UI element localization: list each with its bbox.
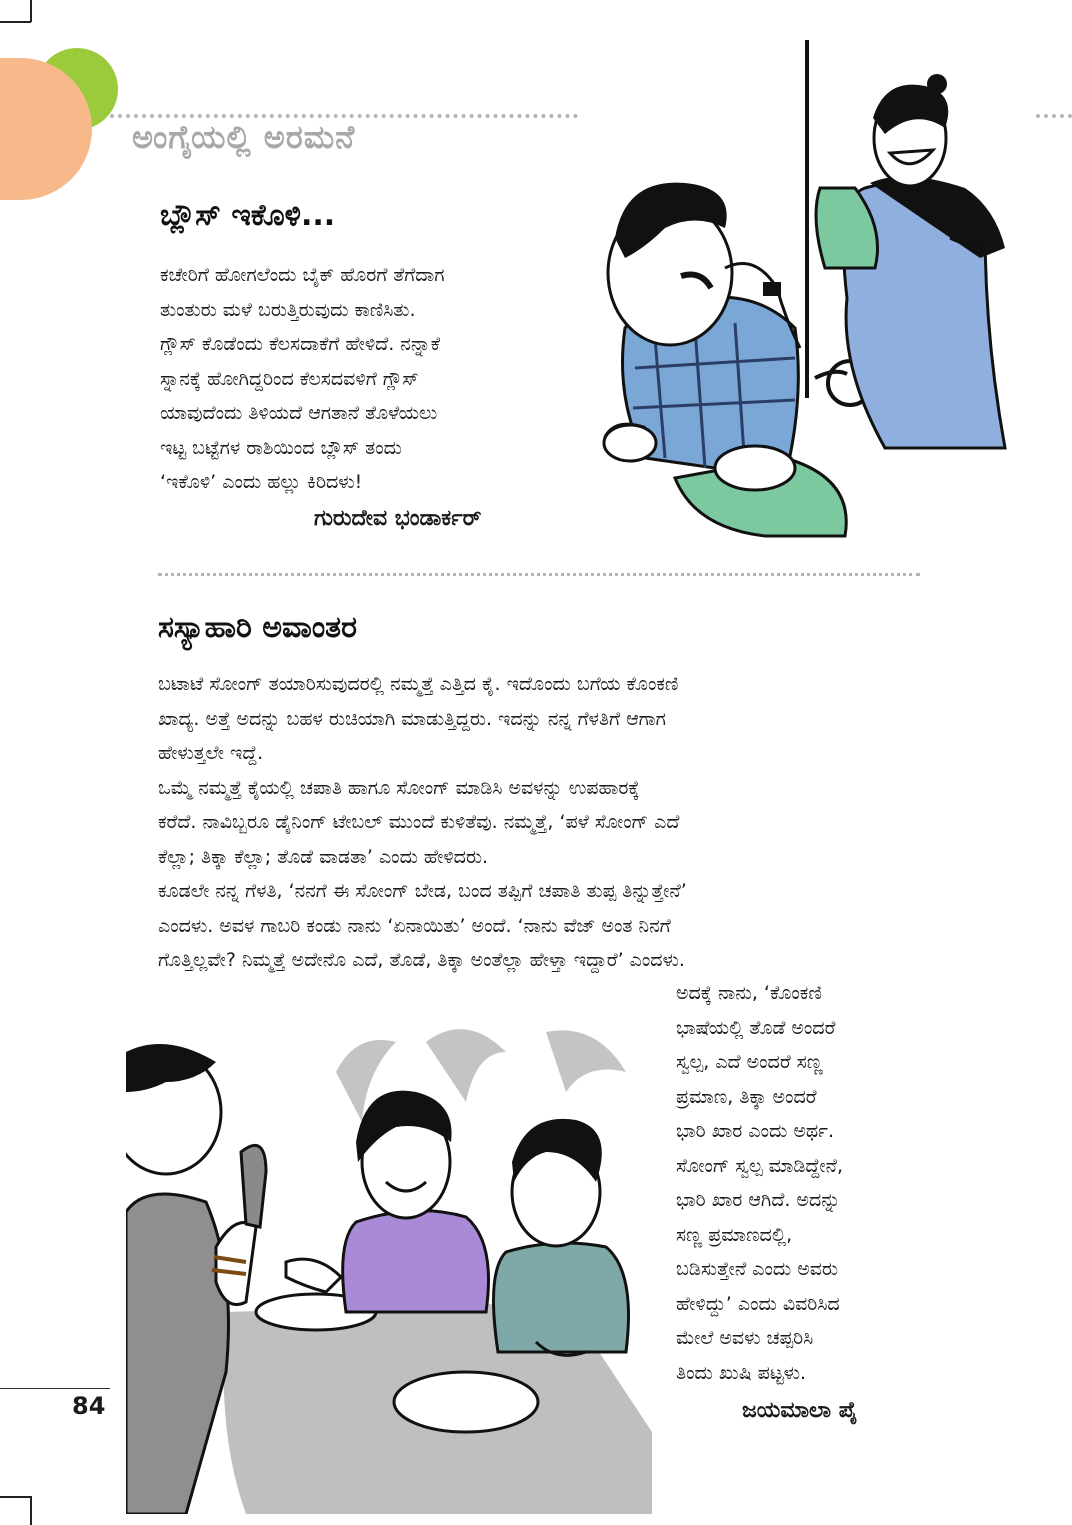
story2-side-line: ಸಣ್ಣ ಪ್ರಮಾಣದಲ್ಲಿ, xyxy=(676,1223,793,1246)
story2-side-line: ಮೇಲೆ ಅವಳು ಚಪ್ಪರಿಸಿ xyxy=(676,1327,814,1349)
story2-side-line: ಬಡಿಸುತ್ತೇನೆ ಎಂದು ಅವರು xyxy=(676,1258,839,1280)
story1-line: ಗ್ಲೌಸ್ ಕೊಡೆಂದು ಕೆಲಸದಾಕೆಗೆ ಹೇಳಿದೆ. ನನ್ನಾಕೆ xyxy=(160,333,441,355)
illustration-dining-cartoon xyxy=(126,1012,652,1514)
story2-line: ಬಟಾಟೆ ಸೋಂಗ್ ತಯಾರಿಸುವುದರಲ್ಲಿ ನಮ್ಮತ್ತೆ ಎತ್ತಿದ ಕೈ. ಇದೊಂದು ಬಗೆಯ ಕೊಂಕಣಿ xyxy=(158,673,679,695)
page-number-rule xyxy=(0,1388,110,1389)
story1-author: ಗುರುದೇವ ಭಂಡಾರ್ಕರ್ xyxy=(314,506,482,531)
story2-title: ಸಸ್ಯಾಹಾರಿ ಅವಾಂತರ xyxy=(158,610,357,645)
dotted-rule-middle xyxy=(158,573,920,576)
story2-line: ಕರೆದೆ. ನಾವಿಬ್ಬರೂ ಡೈನಿಂಗ್ ಟೇಬಲ್ ಮುಂದೆ ಕುಳಿತೆವು. ನಮ್ಮತ್ತೆ, ‘ಪಳೆ ಸೋಂಗ್ ಎದೆ xyxy=(158,811,680,833)
story2-side-line: ಭಾರಿ ಖಾರ ಆಗಿದೆ. ಅದನ್ನು xyxy=(676,1189,841,1211)
story2-side-line: ಪ್ರಮಾಣ, ತಿಕ್ಕಾ ಅಂದರೆ xyxy=(676,1085,817,1108)
story2-line: ಒಮ್ಮೆ ನಮ್ಮತ್ತೆ ಕೈಯಲ್ಲಿ ಚಪಾತಿ ಹಾಗೂ ಸೋಂಗ್ ಮಾಡಿಸಿ ಅವಳನ್ನು ಉಪಹಾರಕ್ಕೆ xyxy=(158,776,640,799)
story2-side-line: ಸ್ವಲ್ಪ, ಎದೆ ಅಂದರೆ ಸಣ್ಣ xyxy=(676,1051,823,1073)
story1-body xyxy=(160,258,570,500)
story2-side-line: ಭಾರಿ ಖಾರ ಎಂದು ಅರ್ಥ. xyxy=(676,1120,835,1142)
section-label: ಅಂಗೈಯಲ್ಲಿ ಅರಮನೆ xyxy=(132,118,356,156)
story2-side-column xyxy=(676,976,926,1390)
story2-line: ಕೆಲ್ಲಾ; ತಿಕ್ಕಾ ಕೆಲ್ಲಾ; ತೊಡೆ ವಾಡತಾ’ ಎಂದು ಹೇಳಿದರು. xyxy=(158,845,489,868)
story2-line: ಎಂದಳು. ಅವಳ ಗಾಬರಿ ಕಂಡು ನಾನು ‘ಏನಾಯಿತು’ ಅಂದೆ. ‘ನಾನು ವೆಜ್ ಅಂತ ನಿನಗೆ xyxy=(158,914,671,937)
story2-side-line: ಅದಕ್ಕೆ ನಾನು, ‘ಕೊಂಕಣಿ xyxy=(676,982,822,1004)
crop-mark-top-left-v xyxy=(30,0,32,22)
story2-line: ಖಾದ್ಯ. ಅತ್ತೆ ಅದನ್ನು ಬಹಳ ರುಚಿಯಾಗಿ ಮಾಡುತ್ತಿದ್ದರು. ಇದನ್ನು ನನ್ನ ಗೆಳತಿಗೆ ಆಗಾಗ xyxy=(158,707,666,730)
story1-line: ಇಟ್ಟ ಬಟ್ಟೆಗಳ ರಾಶಿಯಿಂದ ಬ್ಲೌಸ್ ತಂದು xyxy=(160,436,402,459)
story2-side-line: ಸೋಂಗ್ ಸ್ವಲ್ಪ ಮಾಡಿದ್ದೇನೆ, xyxy=(676,1154,843,1177)
story2-side-line: ಭಾಷೆಯಲ್ಲಿ ತೊಡೆ ಅಂದರೆ xyxy=(676,1016,836,1039)
story1-title: ಬ್ಲೌಸ್ ಇಕೊಳಿ... xyxy=(160,198,336,233)
story2-line: ಕೂಡಲೇ ನನ್ನ ಗೆಳತಿ, ‘ನನಗೆ ಈ ಸೋಂಗ್ ಬೇಡ, ಬಂದ ತಪ್ಪಿಗೆ ಚಪಾತಿ ತುಪ್ಪ ತಿನ್ನುತ್ತೇನೆ’ xyxy=(158,880,687,902)
page-number: 84 xyxy=(72,1392,106,1420)
illustration-blouse-cartoon xyxy=(585,38,1035,538)
story1-line: ತುಂತುರು ಮಳೆ ಬರುತ್ತಿರುವುದು ಕಾಣಿಸಿತು. xyxy=(160,298,416,321)
story2-line: ಗೊತ್ತಿಲ್ಲವೇ? ನಿಮ್ಮತ್ತೆ ಅದೇನೊ ಎದೆ, ತೊಡೆ, ತಿಕ್ಕಾ ಅಂತೆಲ್ಲಾ ಹೇಳ್ತಾ ಇದ್ದಾರೆ’ ಎಂದಳು. xyxy=(158,949,685,971)
dotted-rule-top-right xyxy=(1036,114,1072,118)
story2-line: ಹೇಳುತ್ತಲೇ ಇದ್ದೆ. xyxy=(158,742,264,764)
story1-line: ಸ್ನಾನಕ್ಕೆ ಹೋಗಿದ್ದರಿಂದ ಕೆಲಸದವಳಿಗೆ ಗ್ಲೌಸ್ xyxy=(160,367,419,390)
story1-line: ಕಚೇರಿಗೆ ಹೋಗಲೆಂದು ಬೈಕ್ ಹೊರಗೆ ತೆಗೆದಾಗ xyxy=(160,264,445,286)
crop-mark-top-left-h xyxy=(0,21,31,23)
story2-body xyxy=(158,667,918,978)
crop-mark-bottom-left-h xyxy=(0,1496,31,1498)
crop-mark-bottom-left-v xyxy=(30,1496,32,1525)
story1-line: ಯಾವುದೆಂದು ತಿಳಿಯದೆ ಆಗತಾನೆ ತೊಳೆಯಲು xyxy=(160,402,438,424)
story2-side-line: ಹೇಳಿದ್ದು’ ಎಂದು ವಿವರಿಸಿದ xyxy=(676,1292,840,1315)
story2-author: ಜಯಮಾಲಾ ಪೈ xyxy=(742,1398,858,1423)
story2-side-line: ತಿಂದು ಖುಷಿ ಪಟ್ಟಳು. xyxy=(676,1361,807,1384)
story1-line: ‘ಇಕೊಳಿ’ ಎಂದು ಹಲ್ಲು ಕಿರಿದಳು! xyxy=(160,471,363,493)
